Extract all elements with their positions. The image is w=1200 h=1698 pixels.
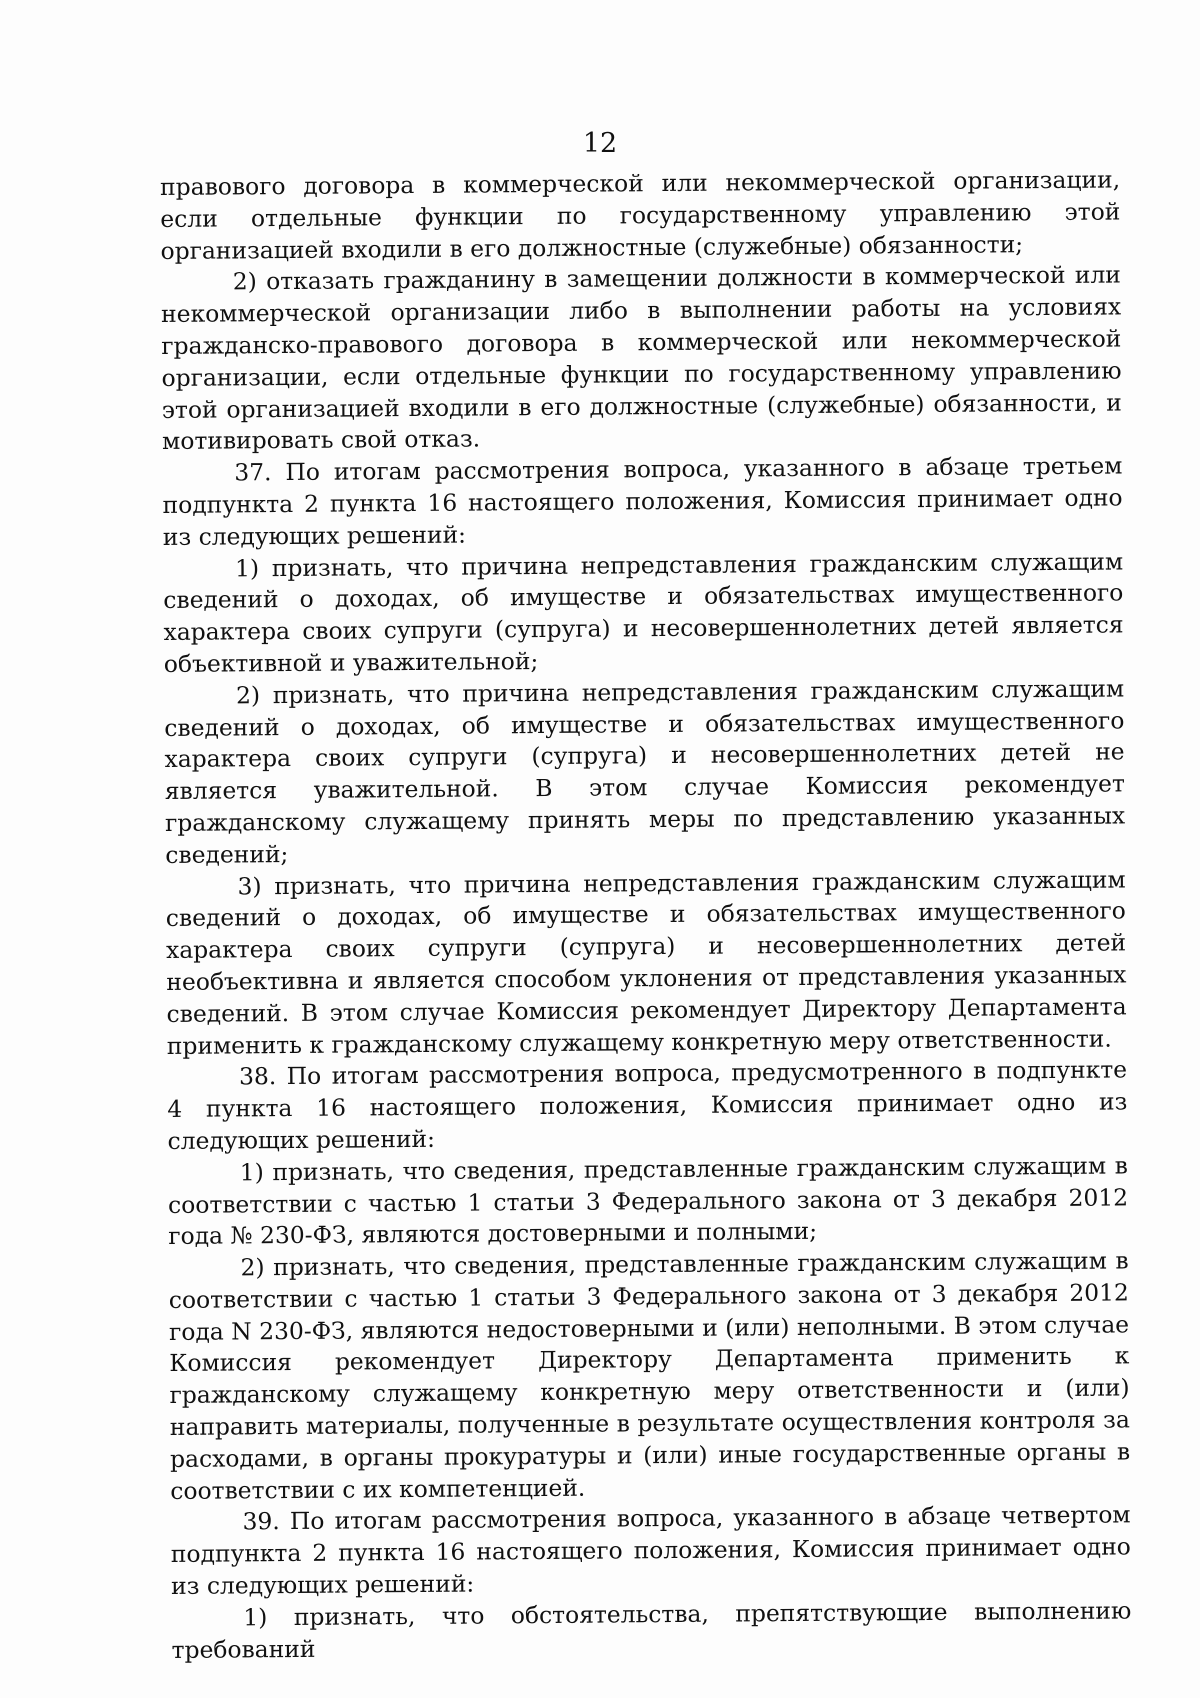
paragraph-39: 39. По итогам рассмотрения вопроса, указанного в абзаце четвертом подпункта 2 пункта 16 настоящего положения, Комиссия принимает одно из следующих решений: (170, 1500, 1131, 1601)
paragraph-37-item-1: 1) признать, что причина непредставления гражданским служащим сведений о доходах, об имуществе и обязательствах имущественного характера своих супруги (супруга) и несовершеннолетних детей является объективной и уважительной; (163, 547, 1124, 678)
paragraph-37: 37. По итогам рассмотрения вопроса, указанного в абзаце третьем подпункта 2 пункта 16 настоящего положения, Комиссия принимает одно из следующих решений: (162, 451, 1123, 551)
paragraph-38: 38. По итогам рассмотрения вопроса, предусмотренного в подпункте 4 пункта 16 настоящего положения, Комиссия принимает одно из следующих решений: (167, 1055, 1128, 1155)
page-number: 12 (582, 128, 618, 159)
paragraph-37-item-2: 2) признать, что причина непредставления гражданским служащим сведений о доходах, об имуществе и обязательствах имущественного характера своих супруги (супруга) и несовершеннолетних детей не является уважительной. В этом случае Комиссия рекомендует гражданскому служащему принять меры по представлению указанных сведений; (164, 674, 1126, 869)
document-body (160, 164, 1132, 1666)
paragraph-38-item-2: 2) признать, что сведения, представленные гражданским служащим в соответствии с частью 1 статьи 3 Федерального закона от 3 декабря 2012 года N 230-ФЗ, являются недостоверными и (или) неполными. В этом случае Комиссия рекомендует Директору Департамента применить к гражданскому служащему конкретную меру ответственности и (или) направить материалы, полученные в результате осуществления контроля за расходами, в органы прокуратуры и (или) иные государственные органы в соответствии с их компетенцией. (168, 1246, 1131, 1505)
paragraph-continuation: правового договора в коммерческой или некоммерческой организации, если отдельные функции по государственному управлению этой организацией входили в его должностные (служебные) обязанности; (160, 165, 1121, 265)
paragraph-38-item-1: 1) признать, что сведения, представленные гражданским служащим в соответствии с частью 1 статьи 3 Федерального закона от 3 декабря 2012 года № 230-ФЗ, являются достоверными и полными; (167, 1151, 1129, 1251)
paragraph-36-item-2: 2) отказать гражданину в замещении должности в коммерческой или некоммерческой организации либо в выполнении работы на условиях гражданско-правового договора в коммерческой или некоммерческой организации, если отдельные функции по государственному управлению этой организацией входили в его должностные (служебные) обязанности, и мотивировать свой отказ. (161, 260, 1122, 456)
paragraph-39-item-1: 1) признать, что обстоятельства, препятствующие выполнению требований (171, 1596, 1132, 1664)
paragraph-37-item-3: 3) признать, что причина непредставления гражданским служащим сведений о доходах, об имуществе и обязательствах имущественного характера своих супруги (супруга) и несовершеннолетних детей необъективна и является способом уклонения от представления указанных сведений. В этом случае Комиссия рекомендует Директору Департамента применить к гражданскому служащему конкретную меру ответственности. (165, 864, 1127, 1060)
